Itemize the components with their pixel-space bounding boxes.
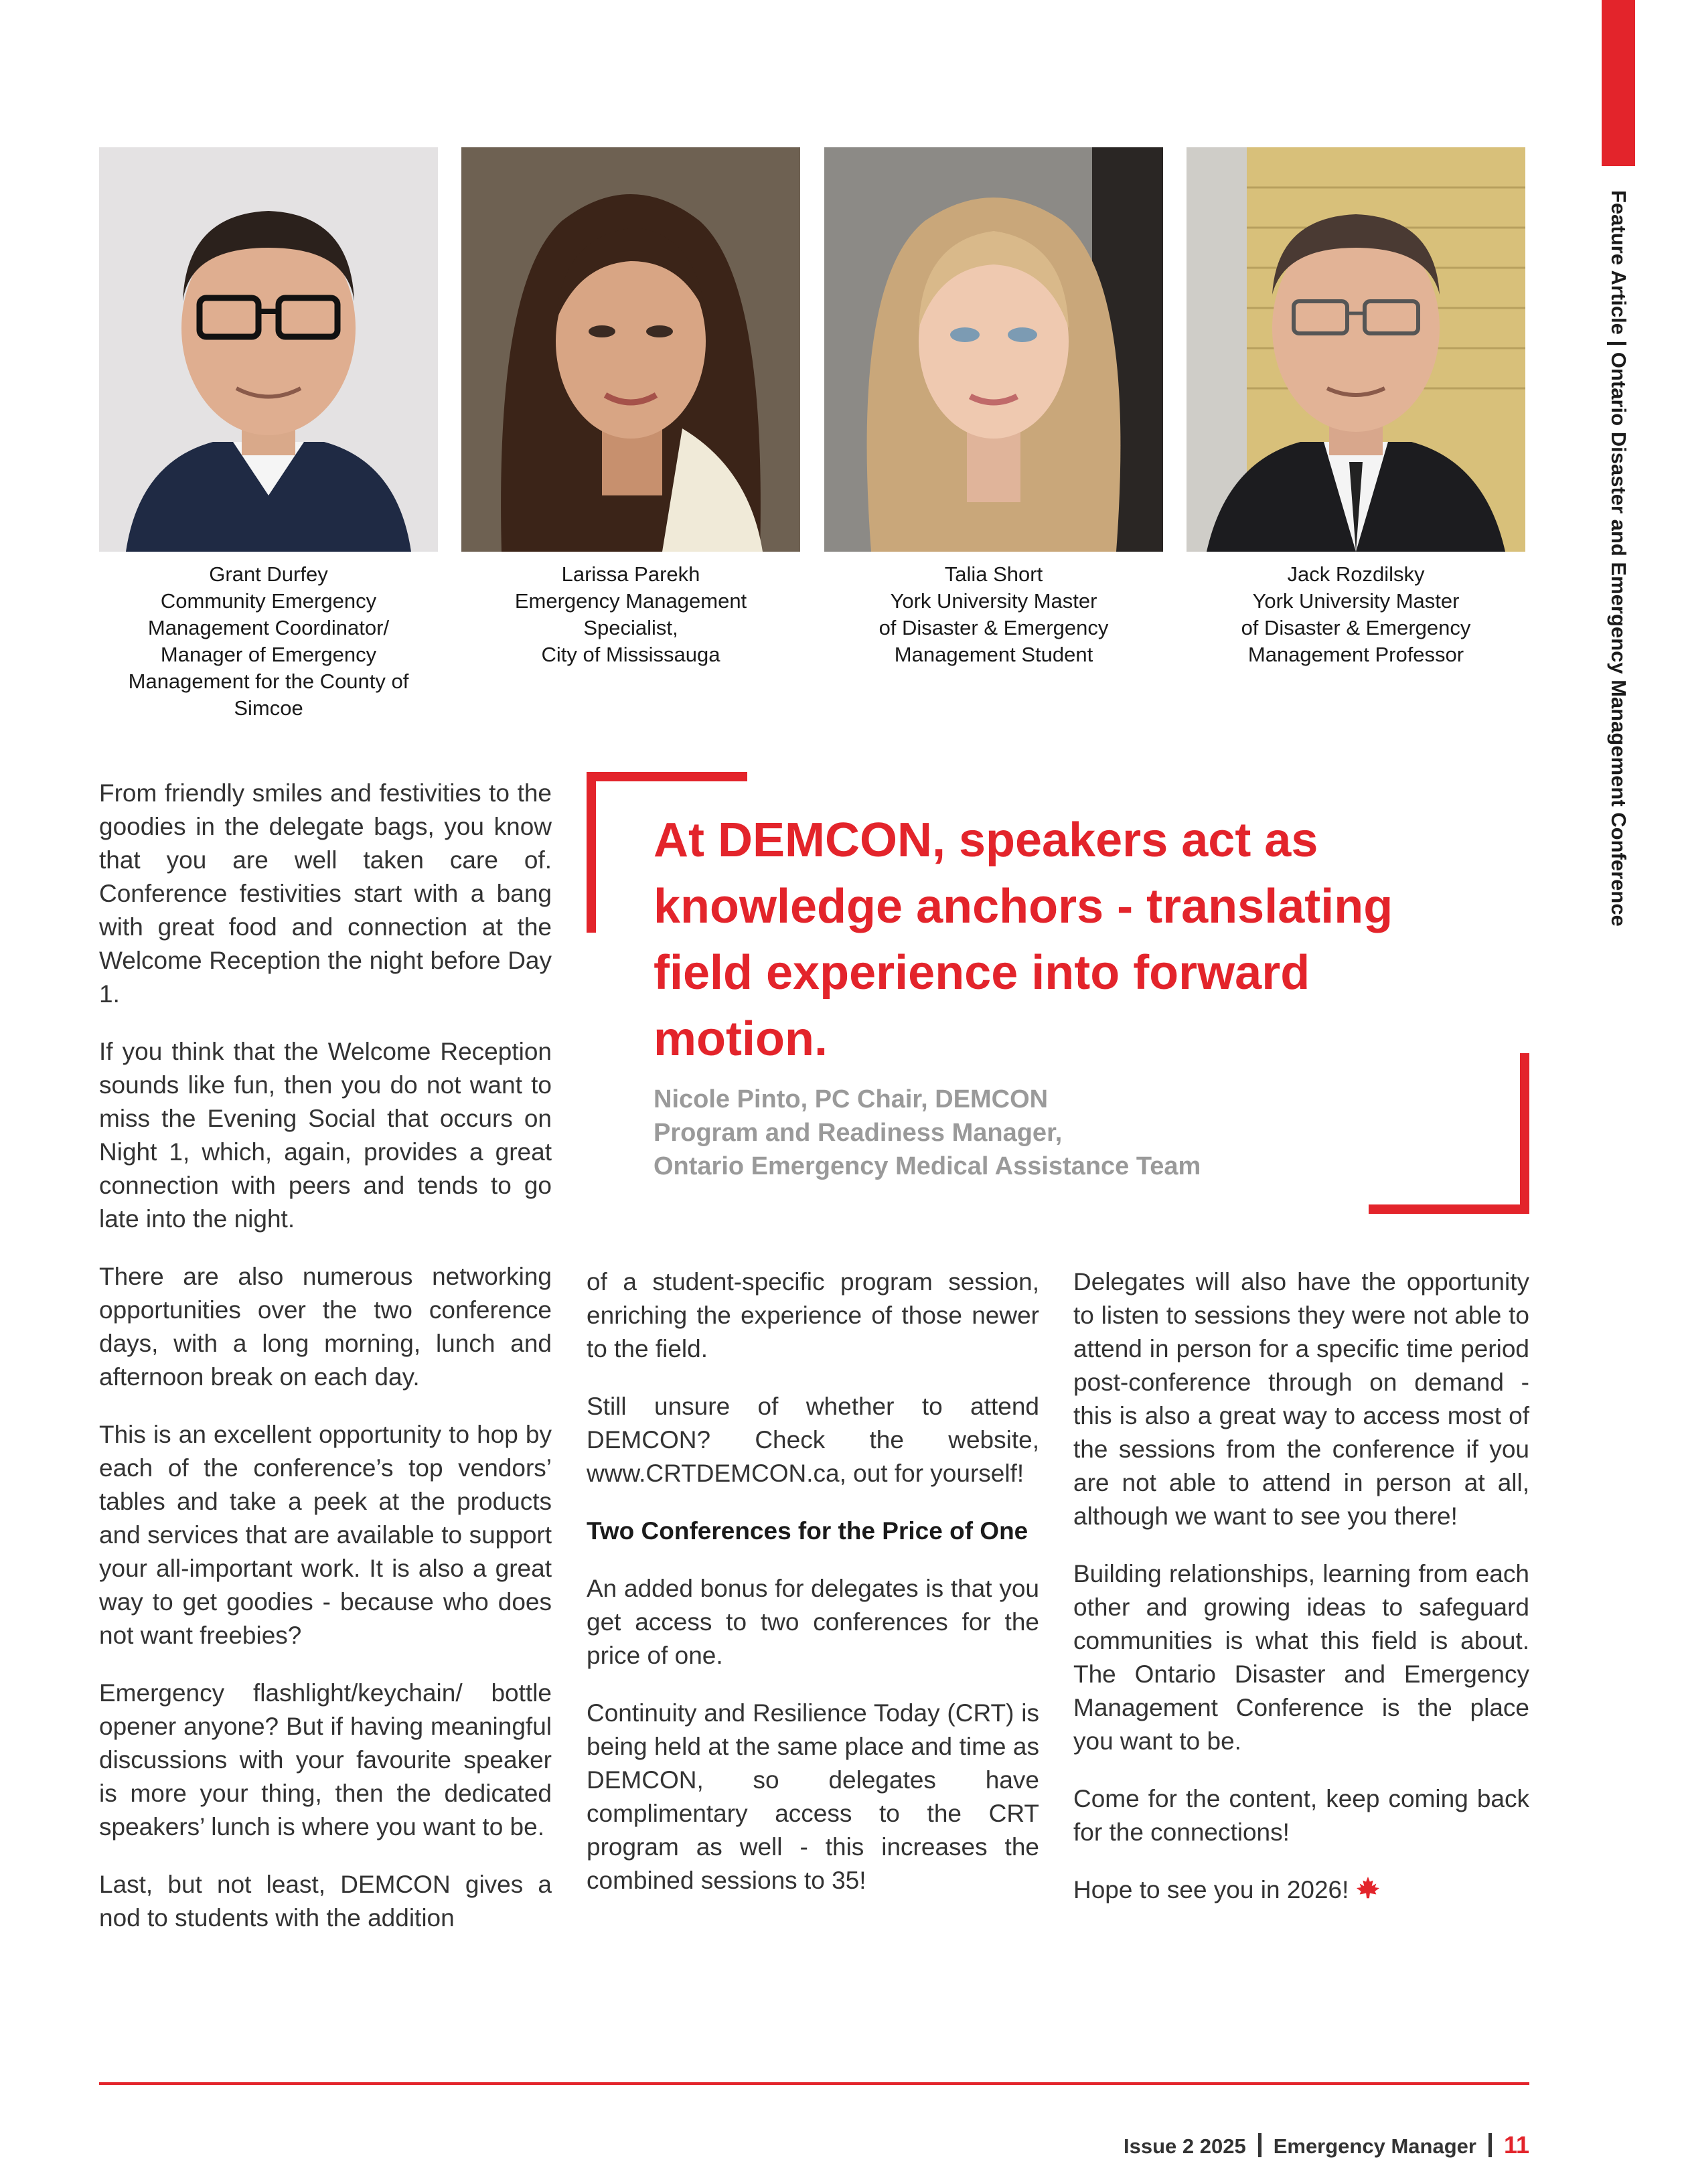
speaker-photo-talia-short [824, 147, 1163, 552]
closing-text: Hope to see you in 2026! [1073, 1876, 1349, 1903]
article-column-2 [587, 1265, 1039, 1922]
body-paragraph: Delegates will also have the opportunity to listen to sessions they were not able to attend in person for a specific time period post-conference through on demand - this is also a great way to access most of the sessions from the conference if you are not able to attend in person at all, although we want to see you there! [1073, 1268, 1529, 1530]
speaker-role-line: City of Mississauga [541, 643, 720, 666]
footer-divider [1488, 2133, 1492, 2157]
speaker-caption-2 [461, 561, 800, 668]
section-heading: Two Conferences for the Price of One [587, 1517, 1028, 1545]
body-paragraph: There are also numerous networking opportunities over the two conference days, with a long morning, lunch and afternoon break on each day. [99, 1263, 552, 1391]
body-paragraph: Building relationships, learning from each other and growing ideas to safeguard communities is what this field is about. The Ontario Disaster and Emergency Management Conference is the place you want to be. [1073, 1560, 1529, 1755]
quote-bracket-top-left [587, 772, 596, 933]
page-number: 11 [1503, 2131, 1529, 2159]
sidebar-accent-tab [1602, 0, 1635, 166]
conference-title: Ontario Disaster and Emergency Management Conference [1607, 352, 1630, 927]
speaker-photo-jack-rozdilsky [1187, 147, 1525, 552]
section-label: Feature Article [1607, 190, 1630, 335]
speaker-role-line: Management for the County of [128, 670, 409, 693]
speaker-role-line: of Disaster & Emergency [1241, 616, 1471, 639]
footer-rule [99, 2082, 1529, 2085]
speaker-role-line: Simcoe [234, 696, 303, 720]
speaker-role-line: Management Coordinator/ [147, 616, 390, 639]
quote-bracket-bottom-right [1520, 1053, 1529, 1214]
speaker-name: Jack Rozdilsky [1287, 562, 1425, 586]
body-paragraph: This is an excellent opportunity to hop by each of the conference’s top vendors’ tables and take a peek at the products and services that are available to support your all-important work. It is also a great way to get goodies - because who does not want freebies? [99, 1421, 552, 1649]
speaker-caption-3 [824, 561, 1163, 668]
speaker-name: Talia Short [944, 562, 1043, 586]
quote-bracket-bottom-right-bar [1369, 1204, 1529, 1214]
issue-label: Issue 2 2025 [1124, 2134, 1246, 2158]
attribution-line: Nicole Pinto, PC Chair, DEMCON [654, 1085, 1049, 1113]
speaker-caption-1 [99, 561, 438, 722]
article-column-3 [1073, 1265, 1529, 1931]
body-paragraph: Emergency flashlight/keychain/ bottle opener anyone? But if having meaningful discussions with your favourite speaker is more your thing, then the dedicated speakers’ lunch is where you want to be. [99, 1679, 552, 1841]
body-paragraph: If you think that the Welcome Reception sounds like fun, then you do not want to miss the Evening Social that occurs on Night 1, which, again, provides a great connection with peers and tends to go late into the night. [99, 1038, 552, 1233]
body-paragraph: From friendly smiles and festivities to the goodies in the delegate bags, you know that you are well taken care of. Conference festivities start with a bang with great food and connection at the Welcome Reception the night before Day 1. [99, 779, 552, 1008]
publication-name: Emergency Manager [1273, 2134, 1476, 2158]
speaker-role-line: York University Master [1252, 589, 1460, 613]
speaker-role-line: of Disaster & Emergency [878, 616, 1109, 639]
closing-line [1073, 1873, 1529, 1907]
quote-text: At DEMCON, speakers act as knowledge anchors - translating field experience into forward motion. [654, 813, 1393, 1066]
attribution-line: Program and Readiness Manager, [654, 1119, 1063, 1147]
speaker-name: Larissa Parekh [561, 562, 700, 586]
body-paragraph: Continuity and Resilience Today (CRT) is being held at the same place and time as DEMCON, so delegates have complimentary access to the CRT program as well - this increases the combined sessions to 35! [587, 1699, 1039, 1894]
body-paragraph: Come for the content, keep coming back for the connections! [1073, 1785, 1529, 1846]
speaker-role-line: Management Student [894, 643, 1093, 666]
speaker-photo-larissa-parekh [461, 147, 800, 552]
speaker-role-line: Manager of Emergency [160, 643, 377, 666]
speaker-role-line: Specialist, [583, 616, 678, 639]
speaker-photo-grant-durfey [99, 147, 438, 552]
body-paragraph: An added bonus for delegates is that you get access to two conferences for the price of one. [587, 1575, 1039, 1669]
attribution-line: Ontario Emergency Medical Assistance Team [654, 1152, 1201, 1180]
speaker-role-line: Management Professor [1247, 643, 1464, 666]
header-separator: | [1607, 340, 1630, 347]
speaker-role-line: Emergency Management [514, 589, 747, 613]
page-footer [1124, 2131, 1529, 2159]
article-column-1 [99, 777, 552, 1959]
running-header [1588, 190, 1649, 994]
body-paragraph: of a student-specific program session, enriching the experience of those newer to the field. [587, 1268, 1039, 1362]
quote-attribution [654, 1083, 1457, 1183]
speaker-role-line: York University Master [890, 589, 1097, 613]
footer-divider [1258, 2133, 1262, 2157]
speaker-name: Grant Durfey [209, 562, 328, 586]
speaker-caption-4 [1187, 561, 1525, 668]
body-paragraph: Still unsure of whether to attend DEMCON? Check the website, www.CRTDEMCON.ca, out for yourself! [587, 1393, 1039, 1487]
body-paragraph: Last, but not least, DEMCON gives a nod to students with the addition [99, 1871, 552, 1932]
quote-bracket-top-left-bar [587, 772, 747, 781]
speaker-role-line: Community Emergency [160, 589, 377, 613]
maple-leaf-icon [1355, 1875, 1381, 1901]
pull-quote [587, 772, 1529, 1214]
